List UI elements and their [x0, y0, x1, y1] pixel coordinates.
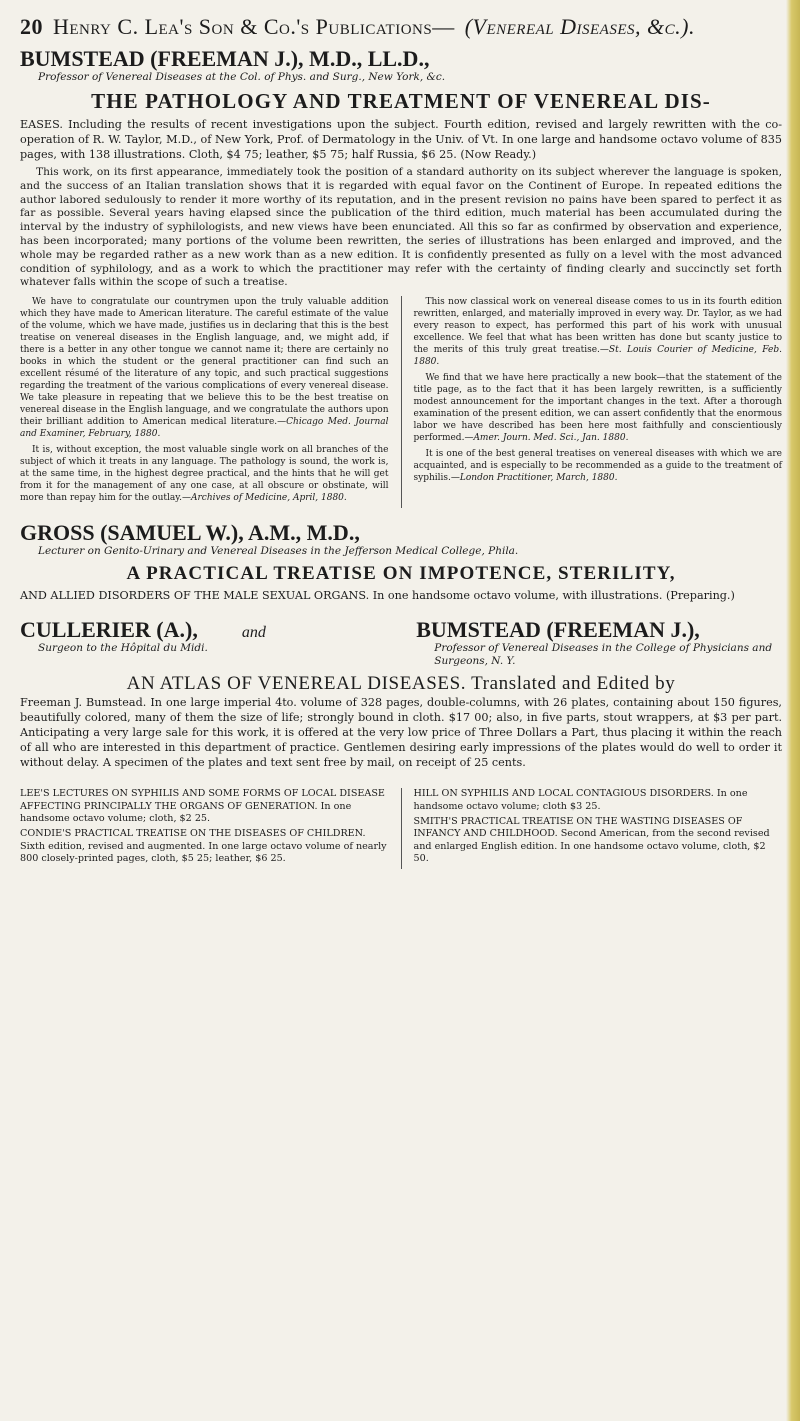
atlas-entry [20, 617, 782, 770]
listing: LEE'S LECTURES ON SYPHILIS AND SOME FORMS OF LOCAL DISEASE AFFECTING PRINCIPALLY THE ORGANS OF GENERATION. In one handsome octavo volume; cloth, $2 25. [20, 788, 385, 824]
author-credit: Professor of Venereal Diseases in the College of Physicians and Surgeons, N. Y. [434, 642, 773, 668]
listing: CONDIE'S PRACTICAL TREATISE ON THE DISEASES OF CHILDREN. Sixth edition, revised and augmented. In one large octavo volume of nearly 800 closely-printed pages, cloth, $5 25; leather, $6 25. [20, 828, 387, 865]
review-source: —Amer. Journ. Med. Sci., Jan. 1880. [464, 433, 629, 444]
author-credit: Professor of Venereal Diseases at the Col. of Phys. and Surg., New York, &c. [38, 71, 446, 83]
book-title: AN ATLAS OF VENEREAL DISEASES. Translated and Edited by [126, 673, 676, 695]
atlas-authors [20, 617, 782, 668]
author-name: CULLERIER (A.), [20, 617, 198, 643]
review-text: This now classical work on venereal disease comes to us in its fourth edition rewritten, enlarged, and materially improved in every way. Dr. Taylor, as we had every reason to expect, has performed this part of his work with unusual excellence. We feel that what has been written has done but scanty justice to the merits of this truly great treatise. [413, 297, 782, 356]
column-divider [401, 788, 402, 868]
atlas-author-right [416, 617, 782, 668]
reviews-left [20, 296, 389, 508]
review-source: —London Practitioner, March, 1880. [450, 473, 618, 484]
conjunction: and [241, 624, 266, 642]
review-text: We find that we have here practically a new book—that the statement of the title page, as to the fact that it has been largely rewritten, is a sufficiently modest announcement for the important changes in the text. After a thorough examination of the present edition, we can assert confidently that the enormous labor we have described has been here most faithfully and conscientiously performed. [413, 373, 782, 444]
listing: HILL ON SYPHILIS AND LOCAL CONTAGIOUS DISORDERS. In one handsome octavo volume; cloth $3 25. [413, 788, 748, 812]
reviews [20, 296, 782, 508]
author-credit: Lecturer on Genito-Urinary and Venereal Diseases in the Jefferson Medical College, Phila. [38, 545, 519, 558]
footer-right [414, 788, 783, 868]
author-name: BUMSTEAD (FREEMAN J.), M.D., LL.D., [20, 46, 430, 71]
publisher-name: Henry C. Lea's Son & Co.'s Publications— [53, 14, 455, 39]
book-blurb: This work, on its first appearance, immediately took the position of a standard authority on its subject wherever the language is spoken, and the success of an Italian translation shows that it is regarded with equal favor on the Continent of Europe. In repeated editions the author labored sedulously to render it more worthy of its reputation, and in the present revision no pains have been spared to perfect it as far as possible. Several years having elapsed since the publication of the third edition, much material has been accumulated during the interval by the industry of syphilologists, and new views have been enunciated. All this so far as confirmed by observation and experience, has been incorporated; many portions of the volume been rewritten, the series of illustrations has been enlarged and improved, and the whole may be regarded rather as a new work than as a new edition. It is confidently presented as fully on a level with the most advanced condition of syphilology, and as a work to which the practitioner may refer with the certainty of finding clearly and succinctly set forth whatever falls within the scope of such a treatise. [20, 166, 782, 289]
book-description: Freeman J. Bumstead. In one large imperial 4to. volume of 328 pages, double-columns, with 26 plates, containing about 150 figures, beautifully colored, many of them the size of life; strongly bound in cloth. $17 00; also, in five parts, stout wrappers, at $3 per part. Anticipating a very large sale for this work, it is offered at the very low price of Three Dollars a Part, thus placing it within the reach of all who are interested in this department of practice. Gentlemen desiring early impressions of the plates would do well to order it without delay. A specimen of the plates and text sent free by mail, on receipt of 25 cents. [20, 696, 782, 770]
page-edge [786, 0, 800, 1421]
running-header [20, 14, 782, 40]
review-source: —Archives of Medicine, April, 1880. [182, 493, 347, 504]
bumstead-entry [20, 46, 782, 508]
review-source: —St. Louis Courier of Medicine, Feb. 1880. [413, 345, 782, 368]
listing: SMITH'S PRACTICAL TREATISE ON THE WASTING DISEASES OF INFANCY AND CHILDHOOD. Second American, from the second revised and enlarged English edition. In one handsome octavo volume, cloth, $2 50. [413, 815, 770, 865]
review-source: —Chicago Med. Journal and Examiner, February, 1880. [20, 417, 389, 440]
column-divider [401, 296, 402, 508]
author-credit: Surgeon to the Hôpital du Midi. [38, 642, 208, 655]
book-title: A PRACTICAL TREATISE ON IMPOTENCE, STERILITY, [126, 563, 676, 585]
atlas-author-left [20, 617, 386, 655]
review-text: It is, without exception, the most valuable single work on all branches of the subject of which it treats in any language. The pathology is sound, the work is, at the same time, in the highest degree practical, and the hints that he will get from it for the management of any one case, at all obscure or obstinate, will more than repay him for the outlay. [20, 445, 389, 504]
book-description: AND ALLIED DISORDERS OF THE MALE SEXUAL ORGANS. In one handsome octavo volume, with illustrations. (Preparing.) [20, 589, 735, 603]
book-title: THE PATHOLOGY AND TREATMENT OF VENEREAL DIS- [91, 89, 711, 113]
subject-heading: (Venereal Diseases, &c.). [464, 14, 695, 39]
gross-entry [20, 520, 782, 603]
footer-left [20, 788, 389, 868]
book-description: EASES. Including the results of recent investigations upon the subject. Fourth edition, revised and largely rewritten with the co-operation of R. W. Taylor, M.D., of New York, Prof. of Dermatology in the Univ. of Vt. In one large and handsome octavo volume of 835 pages, with 138 illustrations. Cloth, $4 75; leather, $5 75; half Russia, $6 25. (Now Ready.) [20, 118, 782, 161]
review-text: It is one of the best general treatises on venereal diseases with which we are acquainted, and is especially to be recommended as a guide to the treatment of syphilis. [413, 449, 782, 484]
author-name: GROSS (SAMUEL W.), A.M., M.D., [20, 520, 360, 546]
footer-listings [20, 788, 782, 868]
author-name: BUMSTEAD (FREEMAN J.), [416, 617, 700, 643]
reviews-right [414, 296, 783, 508]
review-text: We have to congratulate our countrymen upon the truly valuable addition which they have made to American literature. The careful estimate of the value of the volume, which we have made, justifies us in declaring that this is the best treatise on venereal diseases in the English language, and, we might add, if there is a better in any other tongue we cannot name it; there are certainly no books in which the student or the general practitioner can find such an excellent résumé of the literature of any topic, and such practical suggestions regarding the treatment of the various complications of every venereal disease. We take pleasure in repeating that we believe this to be the best treatise on venereal disease in the English language, and we congratulate the authors upon their brilliant addition to American medical literature. [20, 297, 389, 428]
page-number: 20 [20, 14, 43, 39]
